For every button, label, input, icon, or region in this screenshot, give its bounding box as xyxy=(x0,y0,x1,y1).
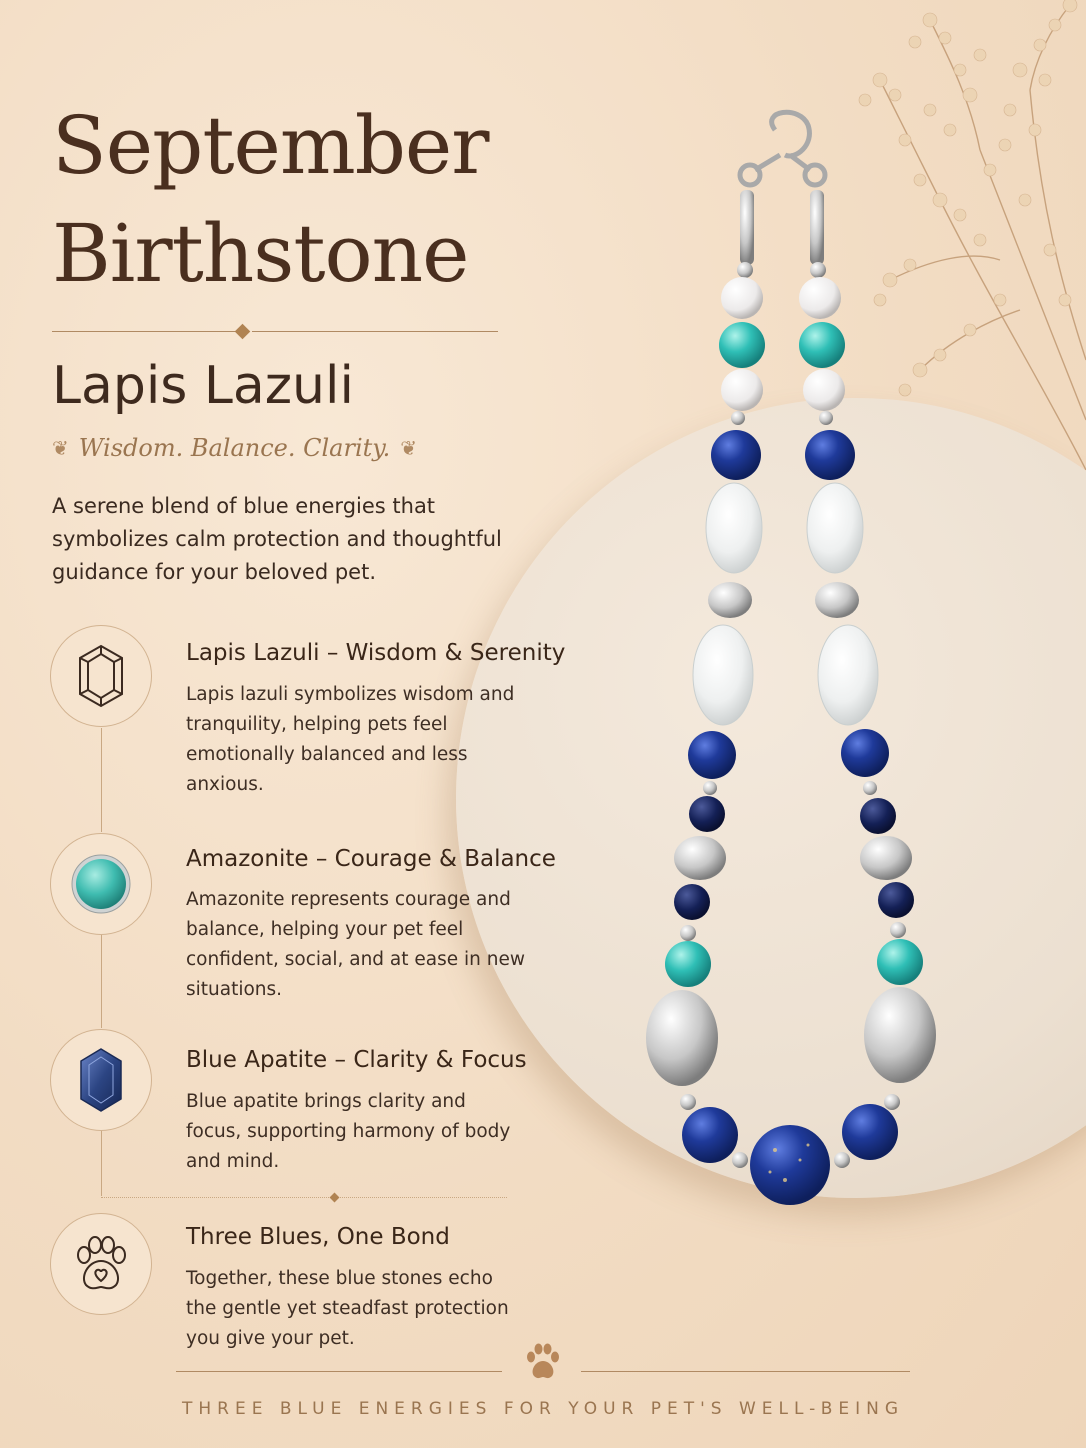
title-divider-diamond xyxy=(235,324,251,340)
bracelet-image xyxy=(630,100,970,1220)
feature-title-4: Three Blues, One Bond xyxy=(186,1224,450,1250)
feature-body-3: Blue apatite brings clarity and focus, supporting harmony of body and mind. xyxy=(186,1091,511,1172)
title-line-1: September xyxy=(52,99,489,192)
footer-divider-left xyxy=(176,1371,502,1372)
feature-icon-circle-4 xyxy=(50,1213,152,1315)
feature-icon-circle-3 xyxy=(50,1029,152,1131)
connector-line-2 xyxy=(101,935,102,1028)
tagline-text: Wisdom. Balance. Clarity. xyxy=(78,434,391,462)
dotted-divider xyxy=(101,1197,507,1198)
feature-title-3: Blue Apatite – Clarity & Focus xyxy=(186,1047,527,1073)
amazonite-stone-icon xyxy=(71,854,131,914)
footer-tagline: THREE BLUE ENERGIES FOR YOUR PET'S WELL-BEING xyxy=(181,1399,905,1419)
title-divider-right xyxy=(252,331,498,332)
dotted-divider-diamond xyxy=(330,1193,340,1203)
footer-divider-right xyxy=(581,1371,910,1372)
paw-heart-icon xyxy=(70,1233,132,1295)
stone-name: Lapis Lazuli xyxy=(52,356,354,416)
feature-icon-circle-1 xyxy=(50,625,152,727)
gem-outline-icon xyxy=(78,644,124,708)
tagline xyxy=(52,434,417,462)
feature-body-1: Lapis lazuli symbolizes wisdom and tranquility, helping pets feel emotionally balanced and less anxious. xyxy=(186,684,515,795)
intro-text: A serene blend of blue energies that symbolizes calm protection and thoughtful guidance for your beloved pet. xyxy=(52,494,502,584)
connector-line-1 xyxy=(101,728,102,832)
feature-title-2: Amazonite – Courage & Balance xyxy=(186,846,556,872)
feature-icon-circle-2 xyxy=(50,833,152,935)
connector-line-3 xyxy=(101,1130,102,1196)
paw-icon xyxy=(523,1342,563,1382)
blue-apatite-gem-icon xyxy=(79,1047,123,1113)
feature-body-4: Together, these blue stones echo the gentle yet steadfast protection you give your pet. xyxy=(186,1268,509,1349)
title-line-2: Birthstone xyxy=(52,207,469,300)
sprig-left-icon: ❦ xyxy=(52,436,69,460)
feature-body-2: Amazonite represents courage and balance, helping your pet feel confident, social, and at ease in new situations. xyxy=(186,889,525,1000)
feature-title-1: Lapis Lazuli – Wisdom & Serenity xyxy=(186,640,566,666)
page-title xyxy=(52,92,489,308)
title-divider-left xyxy=(52,331,236,332)
sprig-right-icon: ❦ xyxy=(400,436,418,460)
